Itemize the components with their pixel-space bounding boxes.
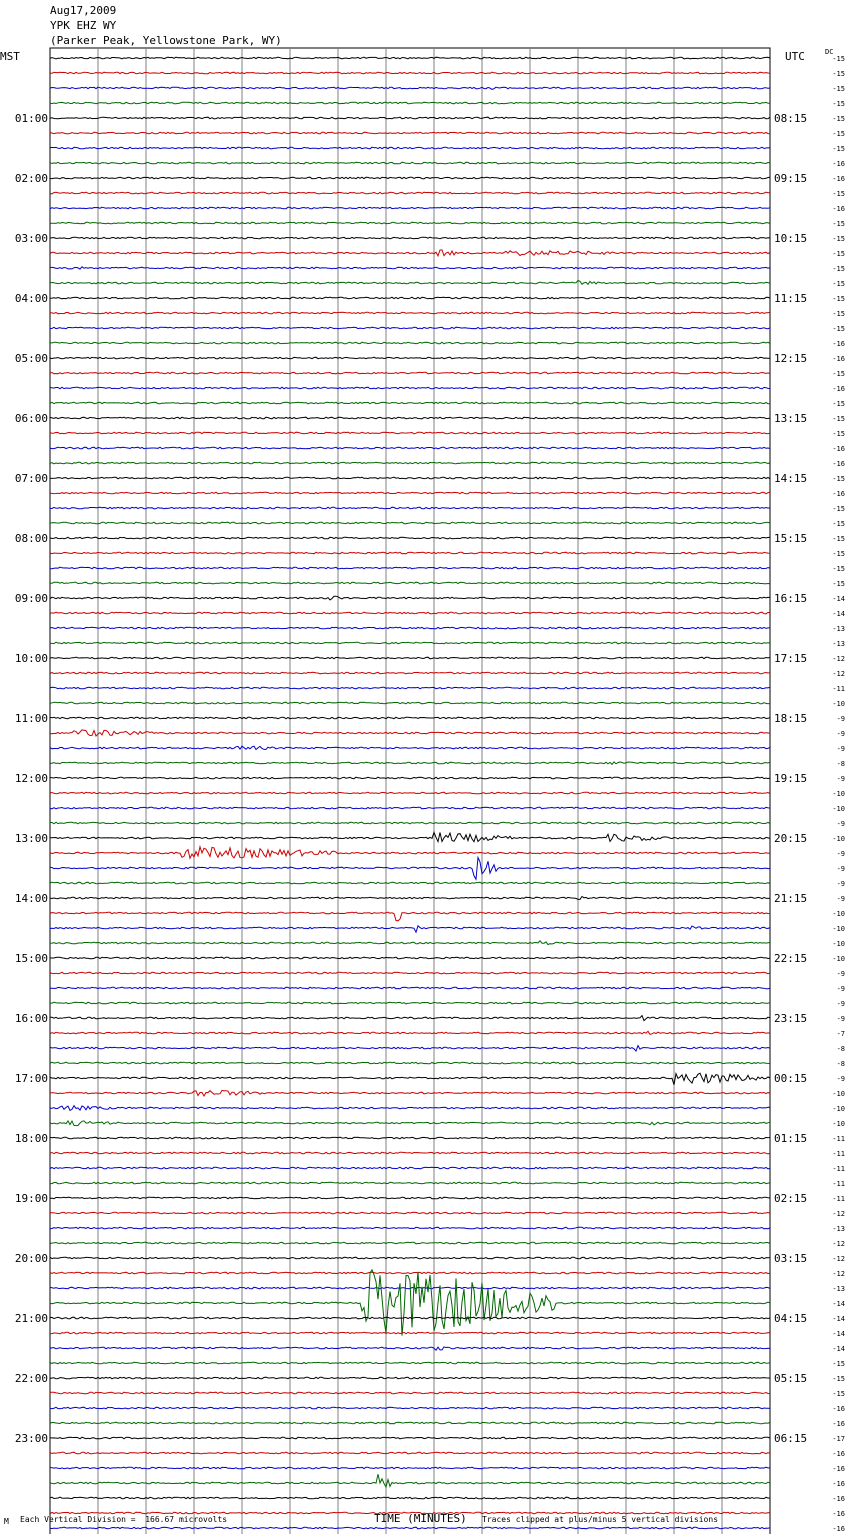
trace-line [50,267,770,269]
trace-line [50,1121,770,1126]
dc-offset-label: -16 [832,1495,845,1503]
right-hour-label: 16:15 [774,592,808,605]
left-hour-label: 03:00 [14,232,48,245]
dc-offset-label: -15 [832,145,845,153]
trace-line [50,1137,770,1139]
trace-line [50,717,770,719]
dc-offset-label: -9 [836,880,845,888]
trace-line [50,222,770,224]
trace-line [50,1073,770,1085]
dc-offset-label: -9 [836,745,845,753]
dc-offset-label: -15 [832,505,845,513]
dc-offset-label: -16 [832,1405,845,1413]
trace-line [50,537,770,539]
right-hour-label: 11:15 [774,292,808,305]
right-hour-label: 18:15 [774,712,808,725]
dc-offset-label: -15 [832,310,845,318]
trace-line [50,477,770,479]
trace-line [50,1197,770,1199]
trace-line [50,941,770,945]
dc-offset-label: -16 [832,385,845,393]
left-hour-label: 07:00 [14,472,48,485]
right-hour-label: 22:15 [774,952,808,965]
dc-offset-label: -10 [832,790,845,798]
dc-offset-label: -15 [832,220,845,228]
trace-line [50,567,770,569]
location-label: (Parker Peak, Yellowstone Park, WY) [50,34,282,47]
right-hour-label: 00:15 [774,1072,808,1085]
trace-line [50,596,770,600]
trace-line [50,372,770,374]
dc-offset-label: -15 [832,130,845,138]
dc-offset-label: -15 [832,85,845,93]
trace-line [50,1347,770,1350]
right-hour-label: 21:15 [774,892,808,905]
trace-line [50,858,770,880]
dc-offset-label: -10 [832,1120,845,1128]
dc-offset-label: -10 [832,1090,845,1098]
right-hour-label: 03:15 [774,1252,808,1265]
trace-line [50,1474,770,1487]
dc-offset-label: -14 [832,595,845,603]
trace-line [50,1407,770,1409]
dc-offset-label: -10 [832,835,845,843]
trace-line [50,462,770,464]
trace-line [50,1106,770,1111]
left-hour-label: 13:00 [14,832,48,845]
dc-offset-label: -9 [836,865,845,873]
trace-line [50,1212,770,1214]
dc-offset-label: -15 [832,535,845,543]
dc-offset-label: -16 [832,355,845,363]
clipping-note: Traces clipped at plus/minus 5 vertical divisions [482,1515,719,1524]
trace-line [50,312,770,314]
left-hour-label: 14:00 [14,892,48,905]
trace-line [50,87,770,89]
left-timezone-label: MST [0,50,20,63]
right-hour-label: 05:15 [774,1372,808,1385]
left-hour-label: 20:00 [14,1252,48,1265]
dc-offset-label: -9 [836,985,845,993]
trace-line [50,1167,770,1169]
trace-line [50,1002,770,1004]
dc-offset-label: -10 [832,910,845,918]
dc-offset-label: -15 [832,520,845,528]
right-hour-label: 20:15 [774,832,808,845]
trace-line [50,417,770,419]
dc-offset-label: -12 [832,670,845,678]
trace-line [50,822,770,824]
dc-offset-label: -15 [832,325,845,333]
dc-offset-label: -13 [832,640,845,648]
dc-offset-label: -15 [832,55,845,63]
dc-offset-label: -16 [832,490,845,498]
trace-line [50,1227,770,1229]
footer-mark: M [4,1517,9,1526]
trace-line [50,447,770,449]
left-hour-label: 22:00 [14,1372,48,1385]
dc-offset-label: -14 [832,1345,845,1353]
trace-line [50,1257,770,1259]
trace-line [50,1392,770,1394]
trace-line [50,102,770,104]
trace-line [50,612,770,614]
left-hour-label: 18:00 [14,1132,48,1145]
trace-line [50,1332,770,1334]
trace-line [50,746,770,749]
left-hour-label: 19:00 [14,1192,48,1205]
right-hour-label: 15:15 [774,532,808,545]
trace-line [50,1270,770,1336]
dc-offset-label: -15 [832,415,845,423]
left-hour-label: 15:00 [14,952,48,965]
trace-line [50,281,770,285]
dc-offset-label: -9 [836,895,845,903]
dc-offset-label: -13 [832,625,845,633]
plot-frame [50,48,770,1534]
trace-line [50,237,770,239]
right-hour-label: 09:15 [774,172,808,185]
dc-offset-label: -7 [836,1030,845,1038]
dc-offset-label: -15 [832,265,845,273]
dc-offset-label: -16 [832,340,845,348]
trace-line [50,672,770,674]
dc-offset-label: -14 [832,610,845,618]
dc-offset-label: -12 [832,655,845,663]
dc-offset-label: -16 [832,1420,845,1428]
trace-line [50,72,770,74]
trace-line [50,342,770,344]
dc-offset-label: -16 [832,1480,845,1488]
left-hour-label: 17:00 [14,1072,48,1085]
trace-line [50,1242,770,1244]
trace-line [50,1182,770,1184]
dc-offset-label: -16 [832,1450,845,1458]
dc-offset-label: -8 [836,1045,845,1053]
trace-line [50,730,770,736]
trace-line [50,117,770,119]
trace-line [50,327,770,329]
trace-line [50,702,770,704]
dc-offset-label: -9 [836,850,845,858]
left-hour-label: 11:00 [14,712,48,725]
dc-offset-label: -12 [832,1210,845,1218]
dc-offset-label: -14 [832,1315,845,1323]
dc-offset-label: -15 [832,235,845,243]
right-hour-label: 14:15 [774,472,808,485]
trace-line [50,192,770,194]
dc-offset-label: -15 [832,1375,845,1383]
trace-line [50,582,770,584]
dc-offset-label: -11 [832,1195,845,1203]
dc-offset-label: -9 [836,820,845,828]
trace-line [50,642,770,644]
station-label: YPK EHZ WY [50,19,117,32]
left-hour-label: 23:00 [14,1432,48,1445]
trace-line [50,657,770,659]
dc-offset-label: -13 [832,1285,845,1293]
trace-line [50,792,770,794]
dc-offset-label: -10 [832,955,845,963]
trace-line [50,807,770,809]
dc-offset-label: -13 [832,1225,845,1233]
left-hour-label: 06:00 [14,412,48,425]
trace-line [50,492,770,494]
right-hour-label: 01:15 [774,1132,808,1145]
dc-offset-label: -9 [836,1015,845,1023]
trace-line [50,882,770,884]
dc-offset-label: -15 [832,1360,845,1368]
trace-line [50,1437,770,1439]
trace-line [50,972,770,974]
trace-line [50,912,770,921]
dc-offset-label: -10 [832,700,845,708]
trace-line [50,762,770,765]
dc-offset-label: -15 [832,475,845,483]
dc-offset-label: -16 [832,460,845,468]
dc-offset-label: -17 [832,1435,845,1443]
trace-line [50,777,770,779]
dc-offset-label: -15 [832,580,845,588]
dc-offset-label: -9 [836,1000,845,1008]
trace-line [50,552,770,554]
trace-line [50,687,770,689]
dc-offset-label: -15 [832,430,845,438]
dc-offset-label: -16 [832,1465,845,1473]
dc-offset-label: -16 [832,1525,845,1533]
dc-offset-label: -11 [832,1180,845,1188]
trace-line [50,297,770,299]
dc-offset-label: -15 [832,250,845,258]
left-hour-label: 12:00 [14,772,48,785]
trace-line [50,507,770,509]
dc-offset-label: -8 [836,1060,845,1068]
dc-offset-label: -15 [832,550,845,558]
trace-line [50,1362,770,1364]
trace-line [50,357,770,359]
date-label: Aug17,2009 [50,4,117,17]
dc-offset-label: -15 [832,565,845,573]
dc-offset-label: -15 [832,370,845,378]
dc-offset-label: -15 [832,400,845,408]
dc-offset-label: -10 [832,925,845,933]
trace-line [50,132,770,134]
dc-offset-label: -15 [832,280,845,288]
trace-line [50,1467,770,1469]
trace-line [50,1497,770,1499]
trace-line [50,926,770,932]
trace-line [50,957,770,959]
left-hour-label: 08:00 [14,532,48,545]
trace-line [50,1377,770,1379]
dc-label: DC [825,48,834,56]
dc-offset-label: -12 [832,1255,845,1263]
trace-line [50,522,770,524]
trace-line [50,432,770,434]
trace-line [50,1317,770,1319]
right-hour-label: 23:15 [774,1012,808,1025]
dc-offset-label: -15 [832,100,845,108]
right-hour-label: 19:15 [774,772,808,785]
trace-line [50,1046,770,1051]
left-hour-label: 09:00 [14,592,48,605]
trace-line [50,832,770,841]
dc-offset-label: -14 [832,1330,845,1338]
dc-offset-label: -10 [832,1105,845,1113]
dc-offset-label: -15 [832,70,845,78]
trace-line [50,1016,770,1021]
dc-offset-label: -9 [836,1075,845,1083]
dc-offset-label: -9 [836,715,845,723]
trace-line [50,1062,770,1064]
trace-line [50,987,770,989]
right-hour-label: 02:15 [774,1192,808,1205]
left-hour-label: 10:00 [14,652,48,665]
trace-line [50,1422,770,1424]
trace-line [50,57,770,59]
dc-offset-label: -11 [832,1150,845,1158]
left-hour-label: 01:00 [14,112,48,125]
dc-offset-label: -11 [832,1135,845,1143]
dc-offset-label: -9 [836,730,845,738]
dc-offset-label: -16 [832,445,845,453]
trace-line [50,1090,770,1096]
trace-line [50,1272,770,1274]
trace-line [50,847,770,858]
dc-offset-label: -11 [832,685,845,693]
dc-offset-label: -10 [832,805,845,813]
dc-offset-label: -16 [832,160,845,168]
trace-line [50,402,770,404]
dc-offset-label: -14 [832,1300,845,1308]
trace-line [50,162,770,164]
dc-offset-label: -15 [832,115,845,123]
dc-offset-label: -11 [832,1165,845,1173]
right-hour-label: 06:15 [774,1432,808,1445]
right-timezone-label: UTC [785,50,805,63]
trace-line [50,1152,770,1154]
left-hour-label: 04:00 [14,292,48,305]
x-axis-title: TIME (MINUTES) [374,1512,467,1525]
right-hour-label: 08:15 [774,112,808,125]
dc-offset-label: -15 [832,1390,845,1398]
trace-line [50,1031,770,1034]
dc-offset-label: -12 [832,1270,845,1278]
right-hour-label: 12:15 [774,352,808,365]
trace-line [50,1527,770,1529]
left-hour-label: 05:00 [14,352,48,365]
vertical-division-note: Each Vertical Division = 166.67 microvolts [20,1515,228,1524]
trace-line [50,207,770,209]
trace-line [50,250,770,256]
trace-line [50,387,770,389]
dc-offset-label: -8 [836,760,845,768]
left-hour-label: 02:00 [14,172,48,185]
trace-line [50,896,770,899]
dc-offset-label: -16 [832,175,845,183]
dc-offset-label: -12 [832,1240,845,1248]
trace-line [50,627,770,629]
dc-offset-label: -10 [832,940,845,948]
dc-offset-label: -9 [836,970,845,978]
left-hour-label: 21:00 [14,1312,48,1325]
trace-line [50,147,770,149]
trace-line [50,177,770,179]
right-hour-label: 17:15 [774,652,808,665]
right-hour-label: 10:15 [774,232,808,245]
left-hour-label: 16:00 [14,1012,48,1025]
dc-offset-label: -15 [832,190,845,198]
trace-line [50,1452,770,1454]
dc-offset-label: -9 [836,775,845,783]
right-hour-label: 13:15 [774,412,808,425]
dc-offset-label: -16 [832,205,845,213]
dc-offset-label: -16 [832,1510,845,1518]
dc-offset-label: -15 [832,295,845,303]
right-hour-label: 04:15 [774,1312,808,1325]
